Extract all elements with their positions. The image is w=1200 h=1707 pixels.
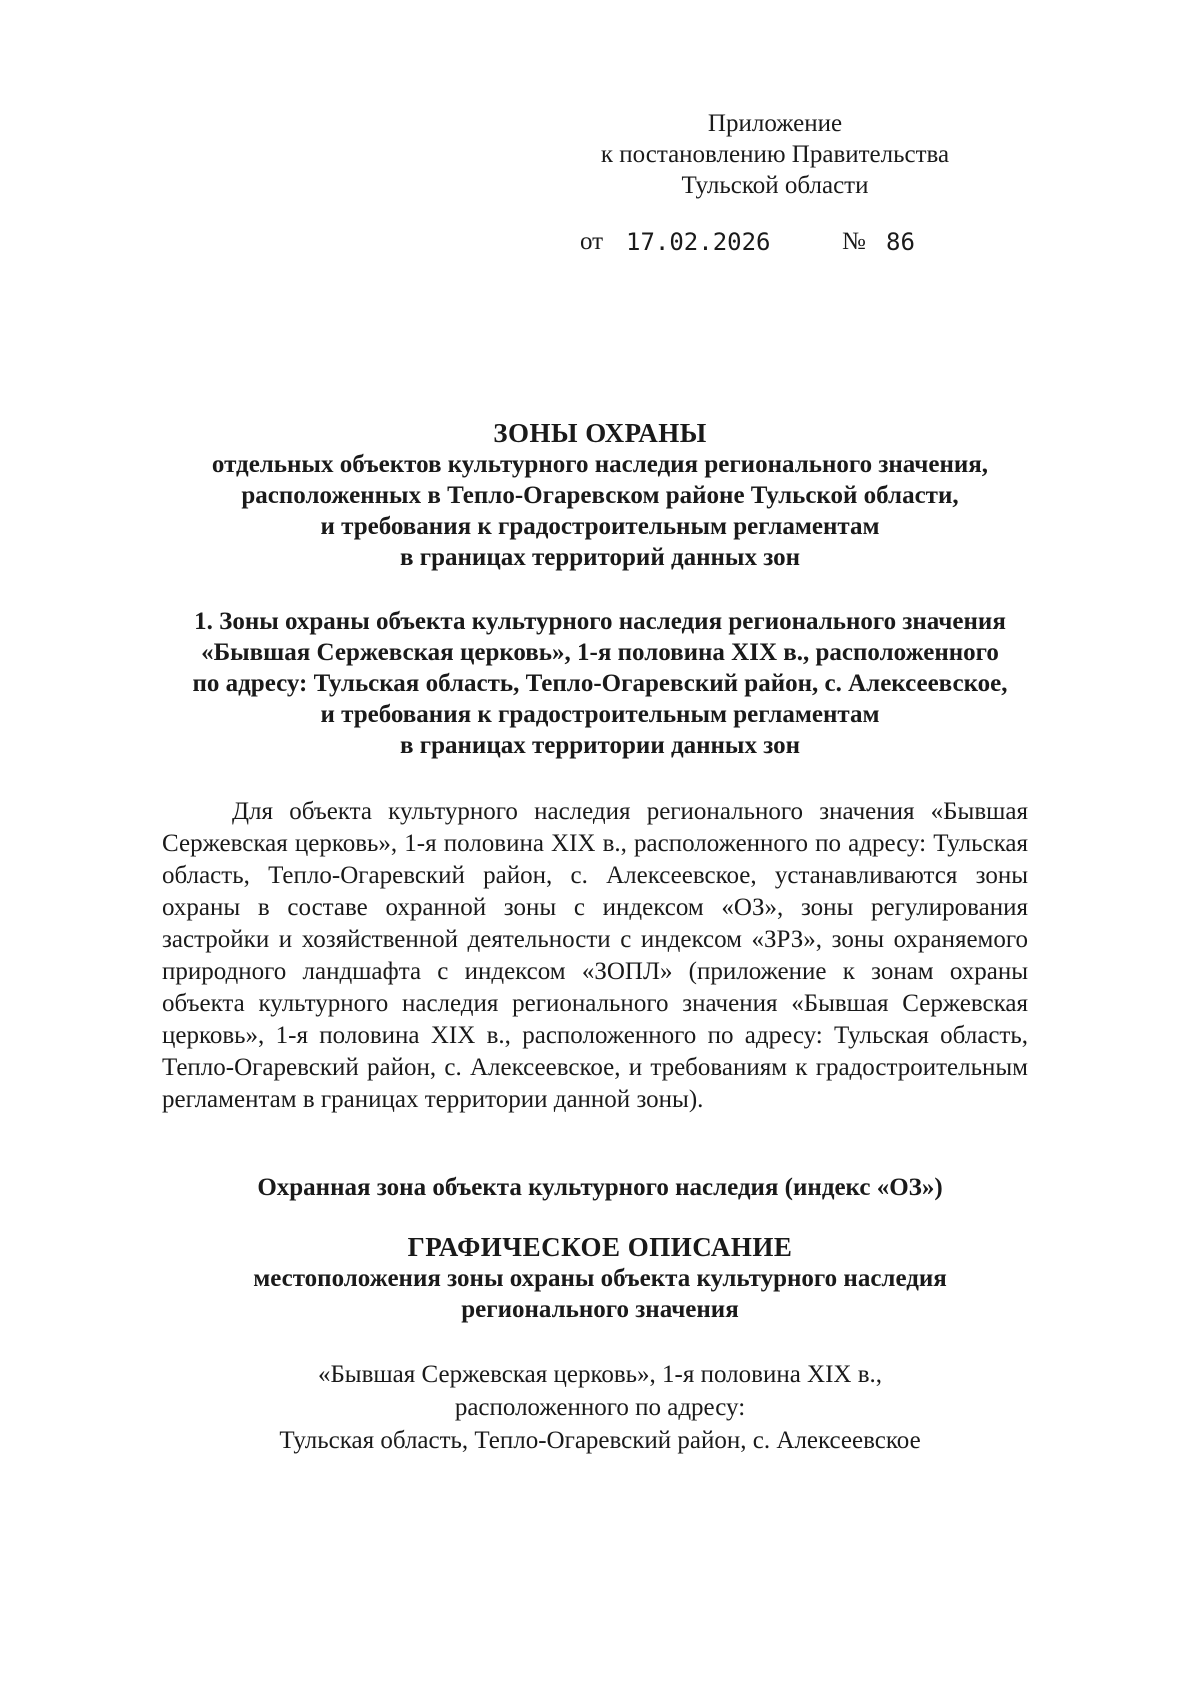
- appendix-label: Приложение: [707, 110, 843, 137]
- protection-zone-heading-text: Охранная зона объекта культурного наследия (индекс «ОЗ»): [257, 1174, 943, 1201]
- decree-date: 17.02.2026: [626, 228, 771, 256]
- document-title: ЗОНЫ ОХРАНЫ: [493, 418, 707, 448]
- graphic-description-heading: [100, 1232, 1100, 1325]
- section1-paragraph: Для объекта культурного наследия регионального значения «Бывшая Сержевская церковь», 1-я половина XIX в., расположенного по адресу: Тульская область, Тепло-Огаревский район, с. Алексеевское, устанавливаются зоны охраны в составе охранной зоны с индексом «ОЗ», зоны регулирования застройки и хозяйственной деятельности с индексом «ЗРЗ», зоны охраняемого природного ландшафта с индексом «ЗОПЛ» (приложение к зонам охраны объекта культурного наследия регионального значения «Бывшая Сержевская церковь», 1-я половина XIX в., расположенного по адресу: Тульская область, Тепло-Огаревский район, с. Алексеевское, и требованиям к градостроительным регламентам в границах территории данной зоны).: [162, 798, 1028, 1113]
- document-subtitle-line: отдельных объектов культурного наследия регионального значения,: [211, 451, 989, 478]
- decree-number-label: №: [842, 228, 866, 255]
- document-subtitle-line: и требования к градостроительным регламентам: [320, 513, 880, 540]
- object-address-line: Тульская область, Тепло-Огаревский район, с. Алексеевское: [279, 1427, 921, 1454]
- section1-heading-line: 1. Зоны охраны объекта культурного наследия регионального значения: [194, 608, 1006, 635]
- document-title-block: [100, 418, 1100, 573]
- appendix-region: Тульской области: [681, 172, 869, 199]
- decree-from-label: от: [580, 228, 604, 255]
- section1-heading-line: «Бывшая Сержевская церковь», 1-я половина XIX в., расположенного: [201, 639, 999, 666]
- appendix-decree-ref: к постановлению Правительства: [600, 141, 950, 168]
- protection-zone-heading: [100, 1172, 1100, 1203]
- decree-dateline: [580, 228, 980, 262]
- graphic-description-line: регионального значения: [461, 1296, 739, 1323]
- section1-heading-line: в границах территории данных зон: [400, 732, 800, 759]
- section1-heading-line: по адресу: Тульская область, Тепло-Огаревский район, с. Алексеевское,: [192, 670, 1008, 697]
- object-address-block: [100, 1358, 1100, 1457]
- decree-number: 86: [886, 228, 915, 256]
- object-name-line: «Бывшая Сержевская церковь», 1-я половина XIX в.,: [317, 1361, 883, 1388]
- document-subtitle-line: в границах территорий данных зон: [400, 544, 800, 571]
- document-subtitle-line: расположенных в Тепло-Огаревском районе Тульской области,: [241, 482, 959, 509]
- graphic-description-line: местоположения зоны охраны объекта культурного наследия: [253, 1265, 947, 1292]
- appendix-block: [580, 108, 970, 201]
- section1-heading-line: и требования к градостроительным регламентам: [320, 701, 880, 728]
- graphic-description-title: ГРАФИЧЕСКОЕ ОПИСАНИЕ: [407, 1232, 793, 1262]
- section1-heading: [100, 606, 1100, 761]
- object-address-label: расположенного по адресу:: [454, 1394, 746, 1421]
